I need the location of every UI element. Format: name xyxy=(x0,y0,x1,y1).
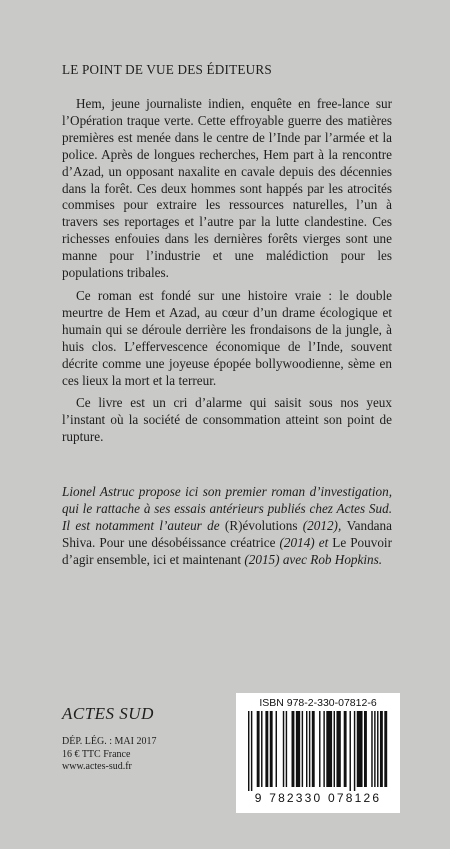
barcode-bar xyxy=(357,711,363,787)
barcode-bar xyxy=(371,711,372,787)
book-title-pouvoir-agir: Le Pouvoir d’agir ensemble, ici et maintenant xyxy=(62,534,392,567)
section-heading: LE POINT DE VUE DES ÉDITEURS xyxy=(62,62,272,77)
barcode-bar xyxy=(270,711,273,787)
barcode-bar xyxy=(374,711,375,787)
author-note xyxy=(62,484,392,569)
barcode-bar xyxy=(296,711,300,787)
barcode-bar xyxy=(261,711,262,787)
barcode-bar xyxy=(265,711,268,787)
blurb-paragraph-3: Ce livre est un cri d’alarme qui saisit sous nos yeux l’instant où la société de consommation atteint son point de rupture. xyxy=(62,395,392,445)
barcode-bar xyxy=(283,711,284,787)
book-title-vandana-shiva: Vandana Shiva. Pour une désobéissance créatrice xyxy=(62,517,392,550)
blurb-paragraph-1: Hem, jeune journaliste indien, enquête en free-lance sur l’Opération traque verte. Cette effroyable guerre des matières premières est menée dans le centre de l’Inde par l’armée et la police. Après de longues recherches, Hem part à la rencontre d’Azad, un opposant naxalite en cavale depuis des décennies dans la forêt. Ces deux hommes sont happés par les atrocités commises pour extraire les ressources naturelles, l’un à travers ses reportages et l’autre par la lutte clandestine. Ces richesses enfouies dans les dernières forêts vierges sont une manne pour l’industrie et une malédiction pour les populations tribales. xyxy=(62,96,392,281)
author-note-text-1: Lionel Astruc propose ici son premier roman d’investigation, qui le rattache à ses essais antérieurs publiés chez Actes Sud. Il est notamment l’auteur de xyxy=(62,484,392,533)
legal-deposit: DÉP. LÉG. : MAI 2017 xyxy=(62,736,157,747)
barcode-bar xyxy=(306,711,307,787)
barcode-bar xyxy=(276,711,277,787)
barcode-bar xyxy=(326,711,332,787)
legal-info xyxy=(62,736,156,774)
barcode-bar xyxy=(312,711,315,787)
barcode-bar xyxy=(286,711,287,787)
blurb-text xyxy=(62,96,392,446)
barcode-bar xyxy=(323,711,324,787)
barcode-bar xyxy=(336,711,340,787)
barcode-bar xyxy=(364,711,367,787)
barcode-bar xyxy=(257,711,260,787)
barcode-bar xyxy=(344,711,347,787)
barcode-bar xyxy=(384,711,387,787)
barcode-bar xyxy=(350,711,351,791)
author-note-text-4: (2015) avec Rob Hopkins. xyxy=(241,551,383,567)
publisher-logo-text: ACTES SUD xyxy=(62,704,154,723)
barcode-bar xyxy=(380,711,383,787)
website-link[interactable]: www.actes-sud.fr xyxy=(62,761,132,772)
barcode-bar xyxy=(319,711,320,787)
barcode-bar xyxy=(248,711,249,791)
barcode-bar xyxy=(377,711,378,787)
barcode-bar xyxy=(251,711,252,791)
blurb-paragraph-2: Ce roman est fondé sur une histoire vraie : le double meurtre de Hem et Azad, au cœur d’un drame écologique et humain qui se déroule derrière les frondaisons de la jungle, à huis clos. L’effervescence économique de l’Inde, souvent décrite comme une joyeuse épopée bollywoodienne, sème en ces lieux la mort et la terreur. xyxy=(62,287,392,388)
author-note-text-3: (2014) et xyxy=(275,534,333,550)
barcode-bar xyxy=(292,711,295,787)
barcode-bar xyxy=(354,711,355,791)
barcode-digits: 9 782330 078126 xyxy=(254,791,382,805)
author-note-text-2: (2012), xyxy=(297,517,347,533)
barcode-graphic xyxy=(246,711,390,791)
barcode-bar xyxy=(309,711,310,787)
barcode-panel xyxy=(236,693,400,813)
price: 16 € TTC France xyxy=(62,748,131,760)
barcode-bar xyxy=(334,711,335,787)
book-title-revolutions: (R)évolutions xyxy=(224,517,298,533)
isbn-label: ISBN 978-2-330-07812-6 xyxy=(259,697,377,709)
barcode-bar xyxy=(302,711,303,787)
